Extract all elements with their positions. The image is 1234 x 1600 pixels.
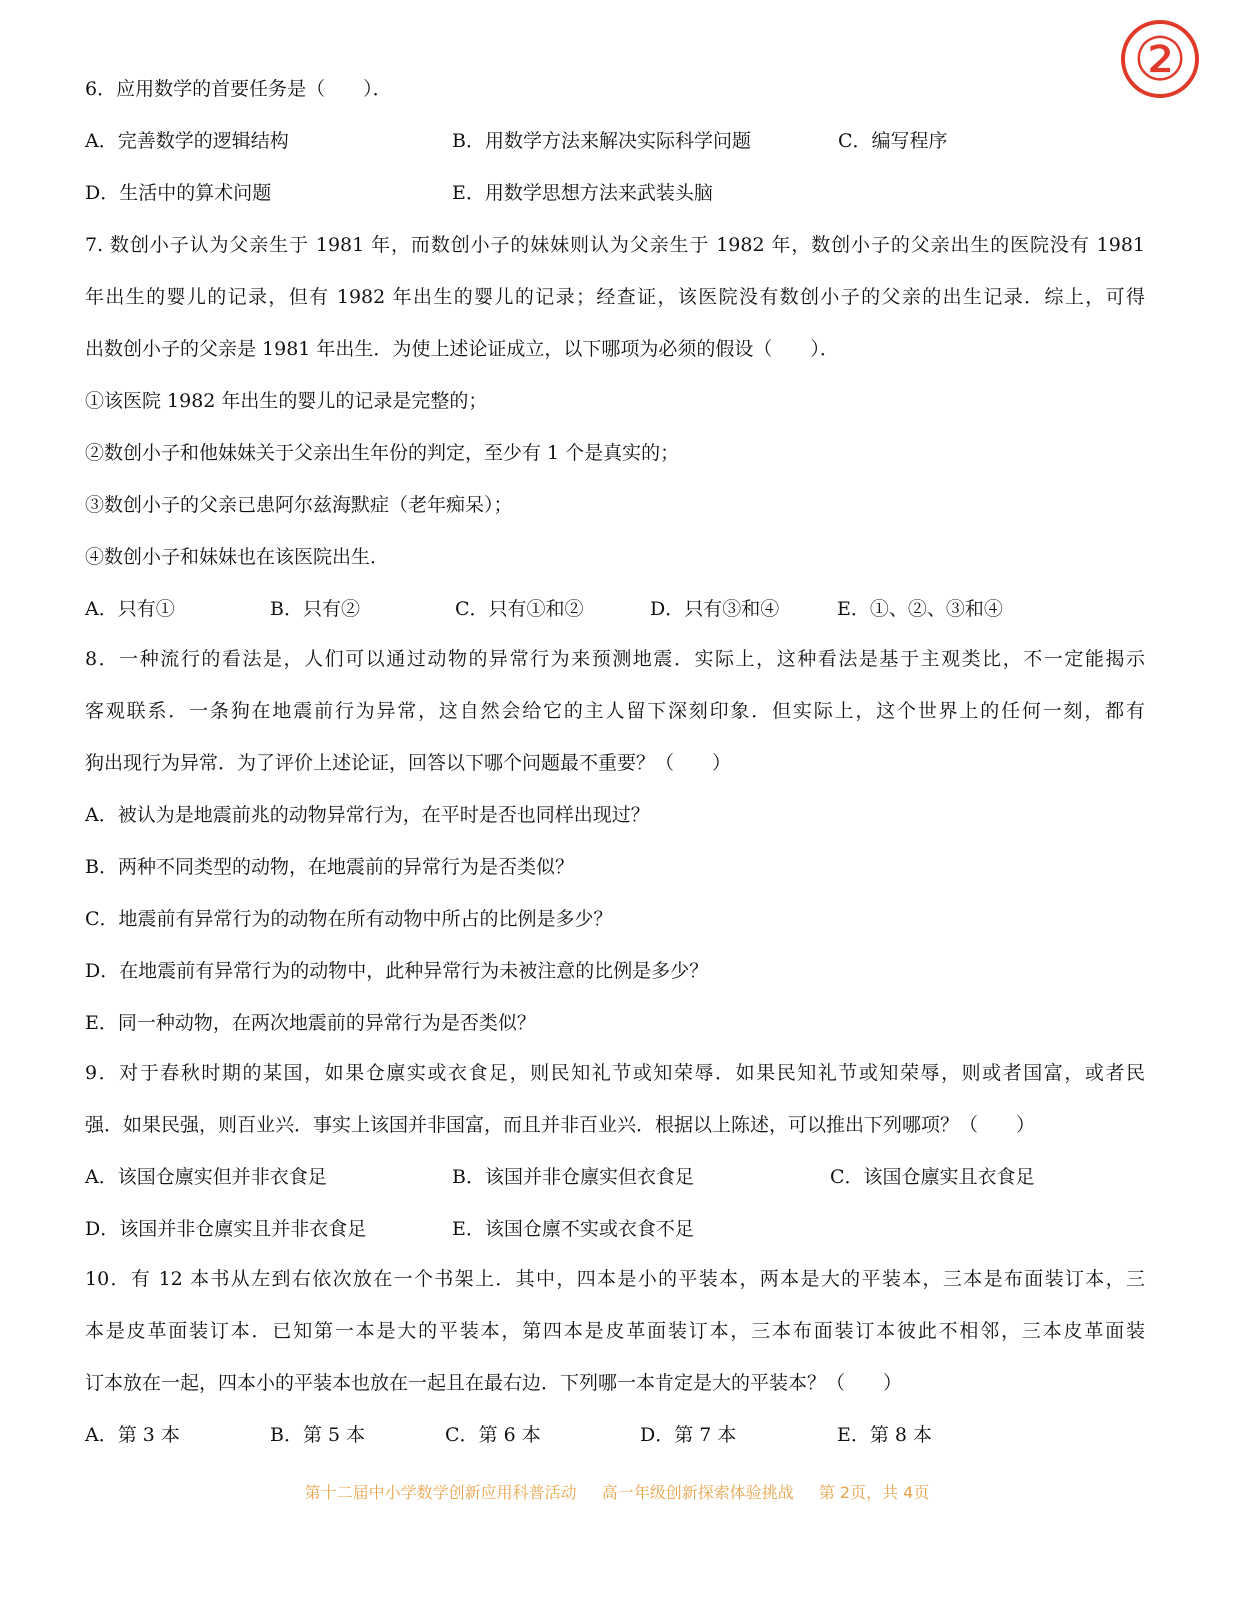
q7-statement-3: ③数创小子的父亲已患阿尔兹海默症（老年痴呆）； <box>85 494 513 516</box>
q7-option-a: A．只有① <box>85 598 175 620</box>
q6-option-e: E．用数学思想方法来武装头脑 <box>452 182 713 204</box>
q9-option-a: A．该国仓廪实但并非衣食足 <box>85 1166 327 1188</box>
q10-option-d: D．第 7 本 <box>640 1424 737 1446</box>
q10-stem-line-3: 订本放在一起，四本小的平装本也放在一起且在最右边．下列哪一本肯定是大的平装本？（ ） <box>85 1372 903 1394</box>
footer-page-indicator: 第 2页，共 4页 <box>818 1483 930 1502</box>
q8-stem-line-1: 8．一种流行的看法是，人们可以通过动物的异常行为来预测地震．实际上，这种看法是基于主观类比，不一定能揭示 <box>85 648 1145 670</box>
q10-stem-line-1: 10．有 12 本书从左到右依次放在一个书架上．其中，四本是小的平装本，两本是大的平装本，三本是布面装订本，三 <box>85 1268 1145 1290</box>
q9-option-c: C．该国仓廪实且衣食足 <box>830 1166 1035 1188</box>
q8-stem-line-2: 客观联系．一条狗在地震前行为异常，这自然会给它的主人留下深刻印象．但实际上，这个世界上的任何一刻，都有 <box>85 700 1145 722</box>
q6-option-d: D．生活中的算术问题 <box>85 182 272 204</box>
q9-stem-line-2: 强．如果民强，则百业兴．事实上该国并非国富，而且并非百业兴．根据以上陈述，可以推出下列哪项？（ ） <box>85 1114 1036 1136</box>
q9-stem-line-1: 9．对于春秋时期的某国，如果仓廪实或衣食足，则民知礼节或知荣辱．如果民知礼节或知荣辱，则或者国富，或者民 <box>85 1062 1145 1084</box>
footer-grade-title: 高一年级创新探索体验挑战 <box>601 1483 794 1502</box>
footer-event-title: 第十二届中小学数学创新应用科普活动 <box>304 1483 577 1502</box>
q8-option-a: A．被认为是地震前兆的动物异常行为，在平时是否也同样出现过？ <box>85 804 650 826</box>
q10-option-c: C．第 6 本 <box>445 1424 541 1446</box>
q7-stem-line-1: 7. 数创小子认为父亲生于 1981 年，而数创小子的妹妹则认为父亲生于 1982 年，数创小子的父亲出生的医院没有 1981 <box>85 234 1145 256</box>
q9-option-d: D．该国并非仓廪实且并非衣食足 <box>85 1218 367 1240</box>
q7-statement-4: ④数创小子和妹妹也在该医院出生． <box>85 546 390 568</box>
q9-option-b: B．该国并非仓廪实但衣食足 <box>452 1166 694 1188</box>
q10-option-e: E．第 8 本 <box>837 1424 933 1446</box>
q9-option-e: E．该国仓廪不实或衣食不足 <box>452 1218 694 1240</box>
q7-option-c: C．只有①和② <box>455 598 584 620</box>
q10-option-a: A．第 3 本 <box>85 1424 180 1446</box>
q7-option-b: B．只有② <box>270 598 360 620</box>
q8-option-c: C．地震前有异常行为的动物在所有动物中所占的比例是多少？ <box>85 908 613 930</box>
q10-stem-line-2: 本是皮革面装订本．已知第一本是大的平装本，第四本是皮革面装订本，三本布面装订本彼此不相邻，三本皮革面装 <box>85 1320 1145 1342</box>
q8-option-e: E．同一种动物，在两次地震前的异常行为是否类似？ <box>85 1012 536 1034</box>
q7-statement-2: ②数创小子和他妹妹关于父亲出生年份的判定，至少有 1 个是真实的； <box>85 442 680 464</box>
q8-stem-line-3: 狗出现行为异常．为了评价上述论证，回答以下哪个问题最不重要？（ ） <box>85 752 732 774</box>
q7-stem-line-3: 出数创小子的父亲是 1981 年出生．为使上述论证成立，以下哪项为必须的假设（ ）． <box>85 338 839 360</box>
page-footer <box>0 1483 1234 1503</box>
q8-option-b: B．两种不同类型的动物，在地震前的异常行为是否类似？ <box>85 856 574 878</box>
q7-option-e: E．①、②、③和④ <box>837 598 1003 620</box>
q6-option-a: A．完善数学的逻辑结构 <box>85 130 289 152</box>
page-number-badge: ② <box>1121 20 1199 98</box>
q6-stem: 6．应用数学的首要任务是（ ）． <box>85 78 392 100</box>
q7-statement-1: ①该医院 1982 年出生的婴儿的记录是完整的； <box>85 390 488 412</box>
q6-option-c: C．编写程序 <box>838 130 948 152</box>
q6-option-b: B．用数学方法来解决实际科学问题 <box>452 130 751 152</box>
q7-option-d: D．只有③和④ <box>650 598 780 620</box>
q10-option-b: B．第 5 本 <box>270 1424 366 1446</box>
q7-stem-line-2: 年出生的婴儿的记录，但有 1982 年出生的婴儿的记录；经查证，该医院没有数创小子的父亲的出生记录．综上，可得 <box>85 286 1145 308</box>
q8-option-d: D．在地震前有异常行为的动物中，此种异常行为未被注意的比例是多少？ <box>85 960 709 982</box>
